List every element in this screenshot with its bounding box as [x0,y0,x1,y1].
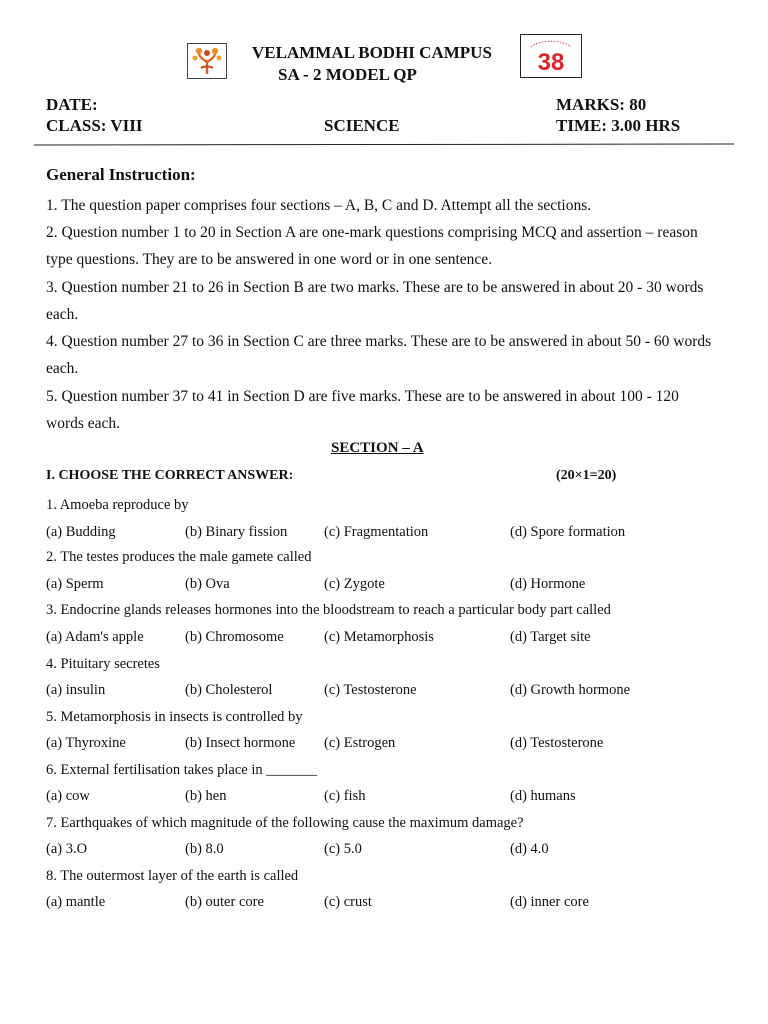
option-b: (b) outer core [185,894,264,910]
question-text: 6. External fertilisation takes place in _______ [46,762,317,778]
option-c: (c) Zygote [324,576,385,592]
option-a: (a) Budding [46,524,116,540]
date-label: DATE: [46,95,98,114]
option-b: (b) Ova [185,576,230,592]
class-label: CLASS: VIII [46,116,143,135]
option-d: (d) Spore formation [510,524,626,540]
question-text: 8. The outermost layer of the earth is called [46,868,299,884]
option-b: (b) Cholesterol [185,682,273,698]
option-b: (b) Insect hormone [185,735,296,751]
anniversary-logo-right [520,34,582,78]
option-d: (d) Testosterone [510,735,604,751]
question-text: 7. Earthquakes of which magnitude of the following cause the maximum damage? [46,815,524,831]
option-d: (d) inner core [510,894,589,910]
option-b: (b) 8.0 [185,841,224,857]
instruction-item: 4. Question number 27 to 36 in Section C are three marks. These are to be answered in about 50 - 60 words each. [46,333,712,378]
anniversary-number: 38 [537,49,565,76]
time-label: TIME: 3.00 HRS [556,116,681,135]
subject-label: SCIENCE [324,116,400,135]
option-a: (a) 3.O [46,841,88,857]
option-a: (a) mantle [46,894,106,910]
question-text: 1. Amoeba reproduce by [46,497,189,513]
option-b: (b) Chromosome [185,629,284,645]
option-d: (d) humans [510,788,576,804]
instruction-item: 1. The question paper comprises four sections – A, B, C and D. Attempt all the sections. [46,197,592,214]
option-a: (a) Sperm [46,576,104,592]
instructions-heading: General Instruction: [46,165,196,184]
option-b: (b) hen [185,788,227,804]
school-logo-left [187,43,227,79]
option-d: (d) Growth hormone [510,682,631,698]
marks-label: MARKS: 80 [556,95,647,114]
instruction-item: 5. Question number 37 to 41 in Section D are five marks. These are to be answered in about 100 - 120 words each. [46,388,679,433]
option-a: (a) Adam's apple [46,629,144,645]
option-c: (c) Metamorphosis [324,629,434,645]
option-a: (a) Thyroxine [46,735,126,751]
question-text: 2. The testes produces the male gamete called [46,549,312,565]
school-name: VELAMMAL BODHI CAMPUS [252,43,492,62]
exam-title: SA - 2 MODEL QP [278,65,417,84]
option-d: (d) Hormone [510,576,586,592]
header-divider [34,144,734,146]
part-title: I. CHOOSE THE CORRECT ANSWER: [46,468,294,483]
section-a-title: SECTION – A [331,440,424,456]
option-c: (c) crust [324,894,372,910]
instruction-item: 3. Question number 21 to 26 in Section B are two marks. These are to be answered in about 20 - 30 words each. [46,279,704,324]
option-c: (c) fish [324,788,366,804]
option-a: (a) insulin [46,682,106,698]
question-text: 4. Pituitary secretes [46,656,160,672]
option-c: (c) Fragmentation [324,524,429,540]
option-c: (c) Estrogen [324,735,396,751]
part-marks: (20×1=20) [556,468,617,483]
instruction-item: 2. Question number 1 to 20 in Section A are one-mark questions comprising MCQ and assertion – reason type questions. They are to be answered in one word or in one sentence. [46,224,698,269]
option-c: (c) Testosterone [324,682,417,698]
question-text: 3. Endocrine glands releases hormones into the bloodstream to reach a particular body part called [46,602,611,618]
option-d: (d) Target site [510,629,591,645]
option-a: (a) cow [46,788,90,804]
question-text: 5. Metamorphosis in insects is controlled by [46,709,303,725]
option-c: (c) 5.0 [324,841,362,857]
option-d: (d) 4.0 [510,841,549,857]
option-b: (b) Binary fission [185,524,288,540]
